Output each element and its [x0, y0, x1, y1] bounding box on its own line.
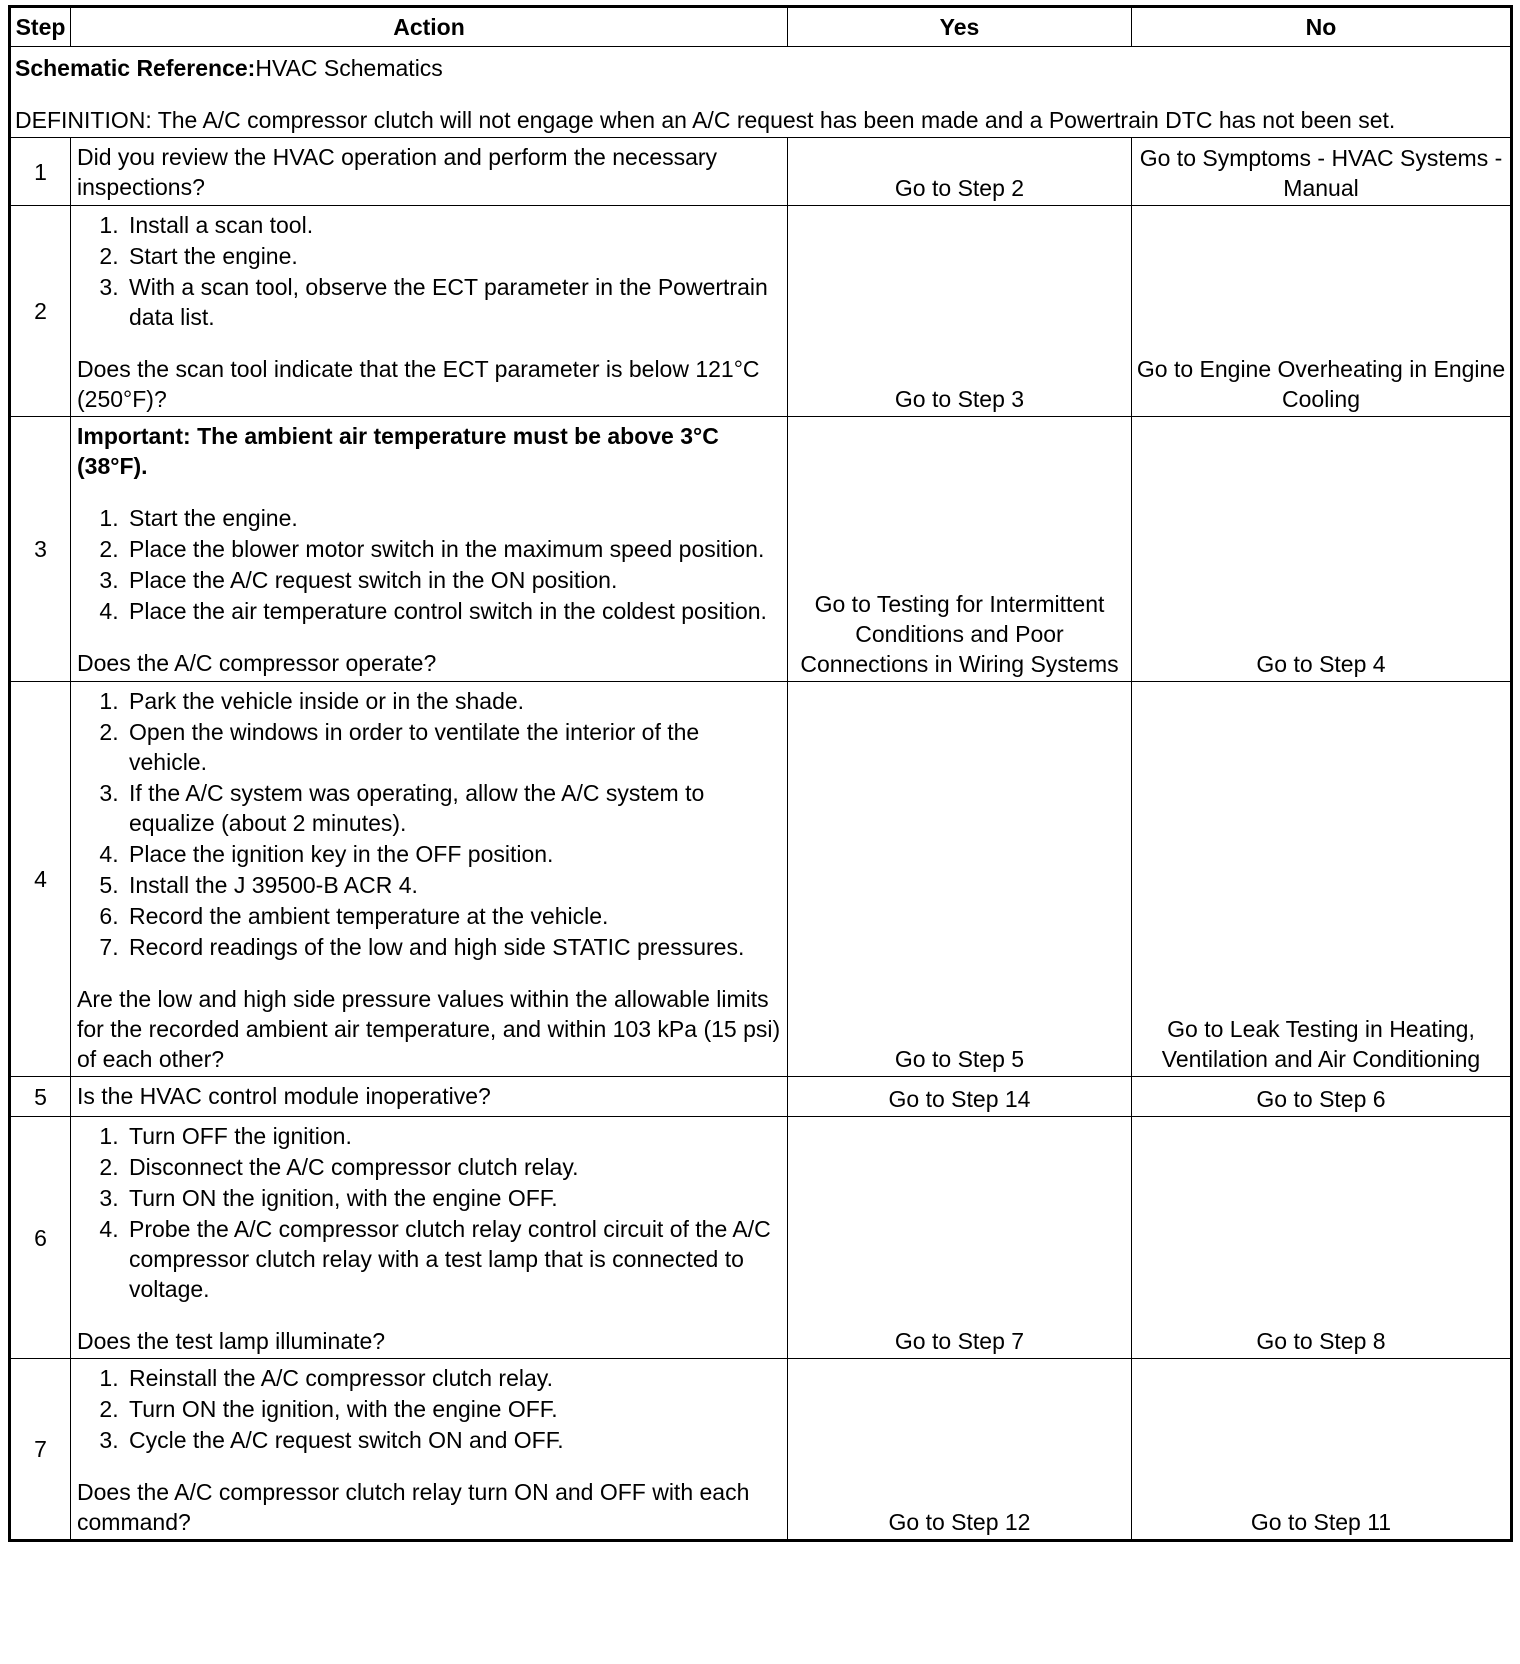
diagnostic-table — [8, 5, 1513, 1542]
definition-cell — [10, 47, 1512, 138]
yes-link[interactable]: Go to Step 5 — [788, 682, 1132, 1077]
header-action: Action — [71, 7, 788, 47]
list-item: 2. Start the engine. — [125, 241, 781, 271]
yes-link[interactable]: Go to Testing for Intermittent Conditions and Poor Connections in Wiring Systems — [788, 417, 1132, 682]
no-link[interactable]: Go to Step 8 — [1132, 1117, 1512, 1359]
question-text: Does the test lamp illuminate? — [77, 1328, 386, 1354]
list-item: 2. Turn ON the ignition, with the engine OFF. — [125, 1394, 781, 1424]
list-item: 1. Turn OFF the ignition. — [125, 1121, 781, 1151]
action-cell — [71, 1077, 788, 1117]
list-item: 6. Record the ambient temperature at the vehicle. — [125, 901, 781, 931]
question-text: Does the A/C compressor clutch relay turn ON and OFF with each command? — [77, 1479, 750, 1535]
important-note: Important: The ambient air temperature must be above 3°C (38°F). — [77, 423, 719, 479]
yes-link[interactable]: Go to Step 14 — [788, 1077, 1132, 1117]
list-item: 2. Disconnect the A/C compressor clutch relay. — [125, 1152, 781, 1182]
table-row — [10, 417, 1512, 682]
step-number: 1 — [10, 138, 71, 206]
no-link[interactable]: Go to Engine Overheating in Engine Cooling — [1132, 206, 1512, 417]
question-text: Is the HVAC control module inoperative? — [77, 1083, 491, 1109]
no-link[interactable]: Go to Step 4 — [1132, 417, 1512, 682]
action-cell — [71, 138, 788, 206]
list-item: 4. Place the ignition key in the OFF position. — [125, 839, 781, 869]
list-item: 2. Place the blower motor switch in the maximum speed position. — [125, 534, 781, 564]
instruction-list — [77, 1121, 781, 1304]
definition-text: DEFINITION: The A/C compressor clutch will not engage when an A/C request has been made and a Powertrain DTC has not been set. — [15, 107, 1396, 133]
list-item: 3. With a scan tool, observe the ECT parameter in the Powertrain data list. — [125, 272, 781, 332]
table-row — [10, 206, 1512, 417]
table-row — [10, 1077, 1512, 1117]
list-item: 5. Install the J 39500-B ACR 4. — [125, 870, 781, 900]
table-row — [10, 1359, 1512, 1541]
question-text: Did you review the HVAC operation and perform the necessary inspections? — [77, 144, 718, 200]
schematic-reference — [15, 53, 1504, 83]
step-number: 4 — [10, 682, 71, 1077]
action-cell — [71, 206, 788, 417]
schematic-link[interactable]: HVAC Schematics — [255, 55, 443, 81]
definition-row — [10, 47, 1512, 138]
step-number: 5 — [10, 1077, 71, 1117]
question-text: Does the scan tool indicate that the ECT parameter is below 121°C (250°F)? — [77, 356, 760, 412]
step-number: 3 — [10, 417, 71, 682]
instruction-list — [77, 1363, 781, 1455]
table-row — [10, 1117, 1512, 1359]
header-no: No — [1132, 7, 1512, 47]
question-text: Does the A/C compressor operate? — [77, 650, 437, 676]
list-item: 4. Place the air temperature control switch in the coldest position. — [125, 596, 781, 626]
list-item: 3. Place the A/C request switch in the ON position. — [125, 565, 781, 595]
no-link[interactable]: Go to Symptoms - HVAC Systems - Manual — [1132, 138, 1512, 206]
step-number: 2 — [10, 206, 71, 417]
table-row — [10, 682, 1512, 1077]
list-item: 2. Open the windows in order to ventilate the interior of the vehicle. — [125, 717, 781, 777]
no-link[interactable]: Go to Step 11 — [1132, 1359, 1512, 1541]
instruction-list — [77, 210, 781, 332]
list-item: 3. Cycle the A/C request switch ON and OFF. — [125, 1425, 781, 1455]
header-step: Step — [10, 7, 71, 47]
action-cell — [71, 1117, 788, 1359]
step-number: 7 — [10, 1359, 71, 1541]
table-row — [10, 138, 1512, 206]
header-yes: Yes — [788, 7, 1132, 47]
action-cell — [71, 1359, 788, 1541]
yes-link[interactable]: Go to Step 12 — [788, 1359, 1132, 1541]
step-number: 6 — [10, 1117, 71, 1359]
list-item: 4. Probe the A/C compressor clutch relay control circuit of the A/C compressor clutch relay with a test lamp that is connected to voltage. — [125, 1214, 781, 1304]
yes-link[interactable]: Go to Step 7 — [788, 1117, 1132, 1359]
question-text: Are the low and high side pressure values within the allowable limits for the recorded ambient air temperature, and within 103 kPa (15 psi) of each other? — [77, 986, 781, 1072]
list-item: 3. If the A/C system was operating, allow the A/C system to equalize (about 2 minutes). — [125, 778, 781, 838]
action-cell — [71, 682, 788, 1077]
yes-link[interactable]: Go to Step 2 — [788, 138, 1132, 206]
list-item: 7. Record readings of the low and high side STATIC pressures. — [125, 932, 781, 962]
instruction-list — [77, 686, 781, 962]
header-row — [10, 7, 1512, 47]
schematic-label: Schematic Reference: — [15, 55, 256, 81]
yes-link[interactable]: Go to Step 3 — [788, 206, 1132, 417]
list-item: 1. Park the vehicle inside or in the shade. — [125, 686, 781, 716]
list-item: 1. Install a scan tool. — [125, 210, 781, 240]
no-link[interactable]: Go to Leak Testing in Heating, Ventilation and Air Conditioning — [1132, 682, 1512, 1077]
list-item: 3. Turn ON the ignition, with the engine OFF. — [125, 1183, 781, 1213]
action-cell — [71, 417, 788, 682]
list-item: 1. Reinstall the A/C compressor clutch relay. — [125, 1363, 781, 1393]
instruction-list — [77, 503, 781, 626]
no-link[interactable]: Go to Step 6 — [1132, 1077, 1512, 1117]
list-item: 1. Start the engine. — [125, 503, 781, 533]
